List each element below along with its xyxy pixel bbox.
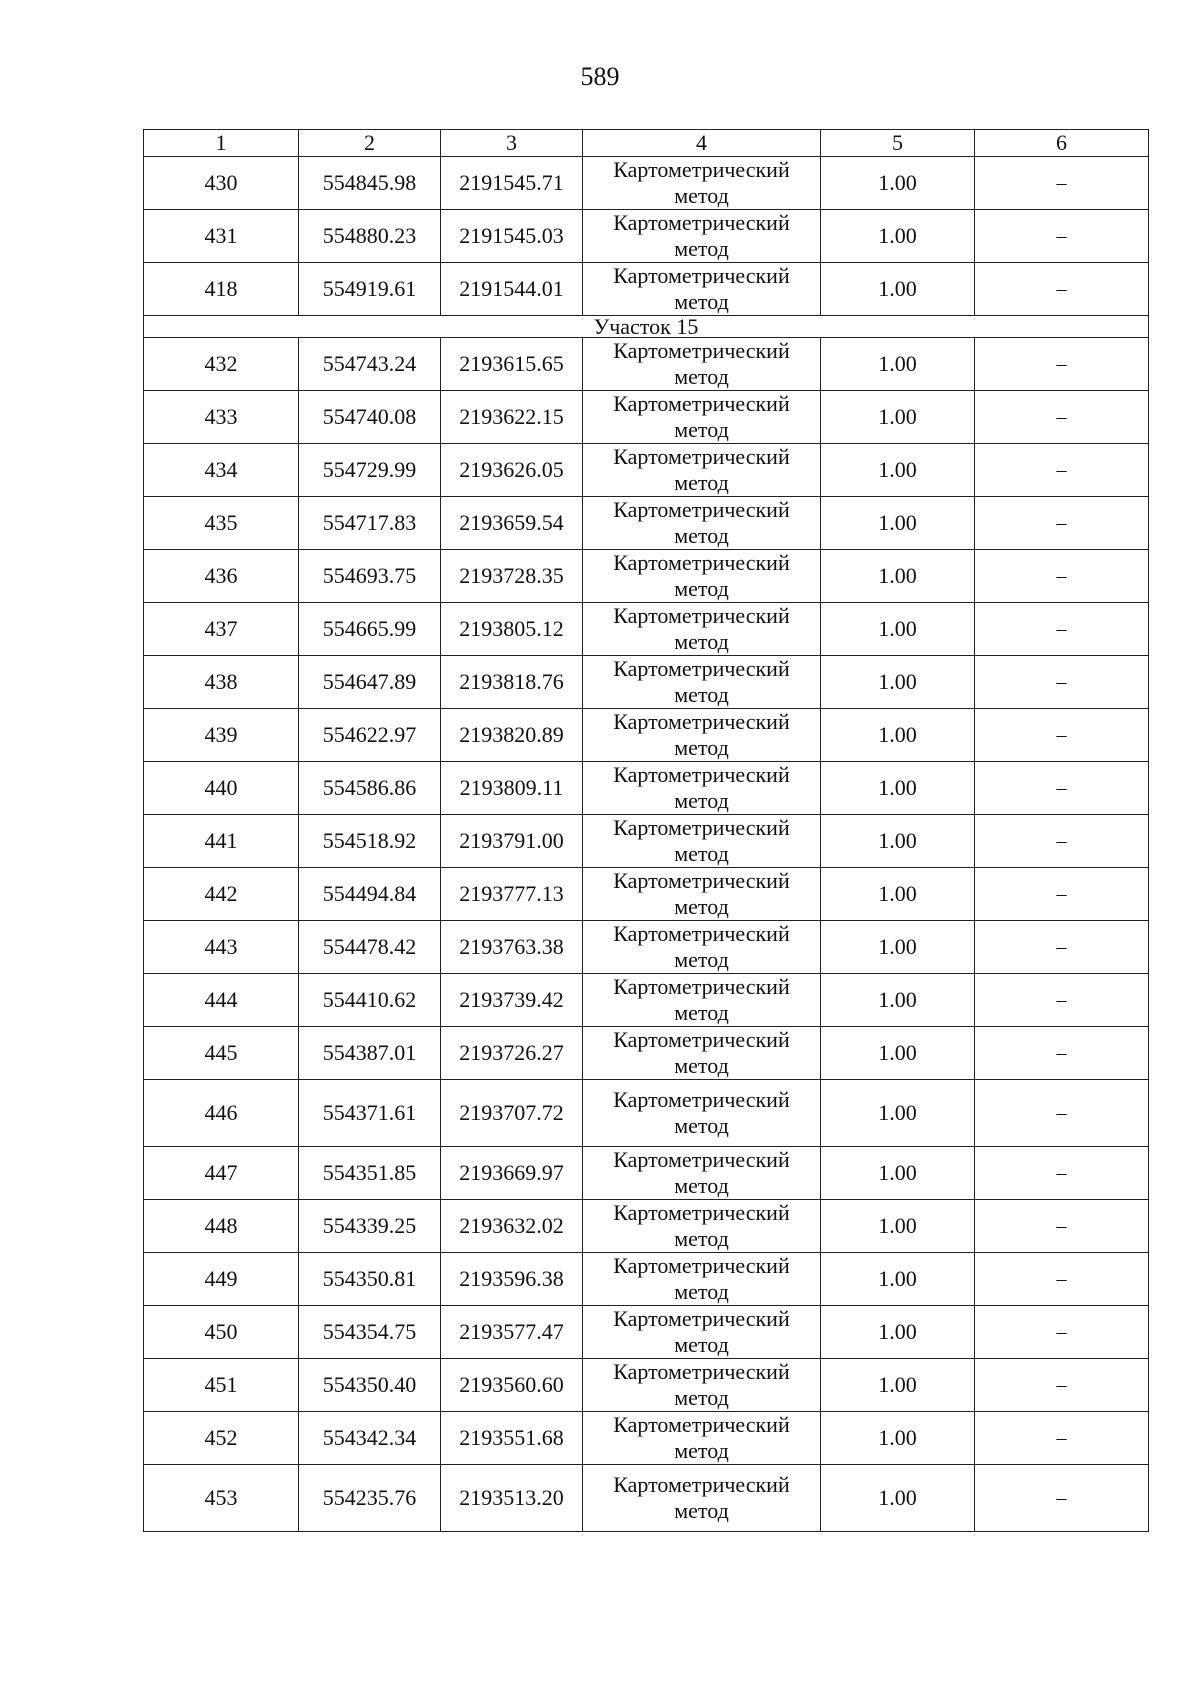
table-row	[144, 1359, 1149, 1412]
method-line-2: метод	[674, 364, 729, 389]
accuracy-cell: 1.00	[821, 550, 975, 603]
accuracy-cell: 1.00	[821, 1147, 975, 1200]
x-coordinate-cell: 554880.23	[299, 210, 441, 263]
x-coordinate-cell: 554371.61	[299, 1080, 441, 1147]
y-coordinate-cell: 2193805.12	[441, 603, 583, 656]
method-line-1: Картометрический	[613, 709, 790, 734]
x-coordinate-cell: 554693.75	[299, 550, 441, 603]
table-row	[144, 1200, 1149, 1253]
point-number-cell: 447	[144, 1147, 299, 1200]
table-row	[144, 157, 1149, 210]
x-coordinate-cell: 554647.89	[299, 656, 441, 709]
method-line-2: метод	[674, 183, 729, 208]
table-row	[144, 709, 1149, 762]
accuracy-cell: 1.00	[821, 1080, 975, 1147]
method-cell	[583, 656, 821, 709]
y-coordinate-cell: 2193809.11	[441, 762, 583, 815]
table-body	[144, 157, 1149, 1532]
table-row	[144, 1253, 1149, 1306]
column-header: 4	[583, 130, 821, 157]
method-line-1: Картометрический	[613, 338, 790, 363]
table-row	[144, 550, 1149, 603]
y-coordinate-cell: 2193726.27	[441, 1027, 583, 1080]
y-coordinate-cell: 2193763.38	[441, 921, 583, 974]
point-number-cell: 433	[144, 391, 299, 444]
y-coordinate-cell: 2193659.54	[441, 497, 583, 550]
method-line-1: Картометрический	[613, 157, 790, 182]
method-line-1: Картометрический	[613, 603, 790, 628]
point-number-cell: 442	[144, 868, 299, 921]
table-row	[144, 497, 1149, 550]
note-cell: –	[975, 1147, 1149, 1200]
table-row	[144, 762, 1149, 815]
method-cell	[583, 1253, 821, 1306]
point-number-cell: 444	[144, 974, 299, 1027]
method-line-1: Картометрический	[613, 1200, 790, 1225]
method-cell	[583, 815, 821, 868]
note-cell: –	[975, 1359, 1149, 1412]
method-line-1: Картометрический	[613, 550, 790, 575]
table-row	[144, 1412, 1149, 1465]
x-coordinate-cell: 554518.92	[299, 815, 441, 868]
method-line-2: метод	[674, 894, 729, 919]
x-coordinate-cell: 554351.85	[299, 1147, 441, 1200]
table-row	[144, 603, 1149, 656]
x-coordinate-cell: 554410.62	[299, 974, 441, 1027]
note-cell: –	[975, 1200, 1149, 1253]
y-coordinate-cell: 2193626.05	[441, 444, 583, 497]
x-coordinate-cell: 554586.86	[299, 762, 441, 815]
x-coordinate-cell: 554622.97	[299, 709, 441, 762]
method-line-2: метод	[674, 523, 729, 548]
method-line-1: Картометрический	[613, 1253, 790, 1278]
accuracy-cell: 1.00	[821, 656, 975, 709]
note-cell: –	[975, 868, 1149, 921]
method-cell	[583, 1080, 821, 1147]
note-cell: –	[975, 210, 1149, 263]
y-coordinate-cell: 2193791.00	[441, 815, 583, 868]
method-cell	[583, 444, 821, 497]
method-line-1: Картометрический	[613, 497, 790, 522]
y-coordinate-cell: 2191545.71	[441, 157, 583, 210]
point-number-cell: 453	[144, 1465, 299, 1532]
x-coordinate-cell: 554478.42	[299, 921, 441, 974]
table-row	[144, 974, 1149, 1027]
point-number-cell: 438	[144, 656, 299, 709]
method-cell	[583, 210, 821, 263]
note-cell: –	[975, 1465, 1149, 1532]
x-coordinate-cell: 554339.25	[299, 1200, 441, 1253]
method-line-2: метод	[674, 1498, 729, 1523]
method-line-1: Картометрический	[613, 444, 790, 469]
method-line-2: метод	[674, 841, 729, 866]
method-cell	[583, 1412, 821, 1465]
column-header: 1	[144, 130, 299, 157]
method-cell	[583, 974, 821, 1027]
accuracy-cell: 1.00	[821, 1306, 975, 1359]
y-coordinate-cell: 2191545.03	[441, 210, 583, 263]
method-line-2: метод	[674, 788, 729, 813]
method-cell	[583, 1359, 821, 1412]
method-cell	[583, 157, 821, 210]
x-coordinate-cell: 554494.84	[299, 868, 441, 921]
x-coordinate-cell: 554729.99	[299, 444, 441, 497]
x-coordinate-cell: 554235.76	[299, 1465, 441, 1532]
method-line-2: метод	[674, 1332, 729, 1357]
method-line-2: метод	[674, 1438, 729, 1463]
note-cell: –	[975, 815, 1149, 868]
note-cell: –	[975, 157, 1149, 210]
accuracy-cell: 1.00	[821, 1465, 975, 1532]
accuracy-cell: 1.00	[821, 974, 975, 1027]
method-line-2: метод	[674, 289, 729, 314]
method-cell	[583, 762, 821, 815]
point-number-cell: 446	[144, 1080, 299, 1147]
y-coordinate-cell: 2191544.01	[441, 263, 583, 316]
column-header: 3	[441, 130, 583, 157]
method-line-1: Картометрический	[613, 1412, 790, 1437]
accuracy-cell: 1.00	[821, 1412, 975, 1465]
point-number-cell: 451	[144, 1359, 299, 1412]
point-number-cell: 439	[144, 709, 299, 762]
method-line-2: метод	[674, 629, 729, 654]
note-cell: –	[975, 391, 1149, 444]
note-cell: –	[975, 974, 1149, 1027]
point-number-cell: 432	[144, 338, 299, 391]
point-number-cell: 450	[144, 1306, 299, 1359]
x-coordinate-cell: 554743.24	[299, 338, 441, 391]
table-row	[144, 815, 1149, 868]
method-line-2: метод	[674, 947, 729, 972]
y-coordinate-cell: 2193739.42	[441, 974, 583, 1027]
y-coordinate-cell: 2193632.02	[441, 1200, 583, 1253]
accuracy-cell: 1.00	[821, 603, 975, 656]
coordinates-table	[143, 129, 1149, 1532]
x-coordinate-cell: 554665.99	[299, 603, 441, 656]
note-cell: –	[975, 338, 1149, 391]
table-row	[144, 1465, 1149, 1532]
method-line-2: метод	[674, 1226, 729, 1251]
method-cell	[583, 921, 821, 974]
accuracy-cell: 1.00	[821, 868, 975, 921]
y-coordinate-cell: 2193728.35	[441, 550, 583, 603]
y-coordinate-cell: 2193622.15	[441, 391, 583, 444]
x-coordinate-cell: 554717.83	[299, 497, 441, 550]
point-number-cell: 449	[144, 1253, 299, 1306]
table-row	[144, 338, 1149, 391]
table-row	[144, 210, 1149, 263]
y-coordinate-cell: 2193707.72	[441, 1080, 583, 1147]
accuracy-cell: 1.00	[821, 338, 975, 391]
accuracy-cell: 1.00	[821, 444, 975, 497]
method-line-1: Картометрический	[613, 974, 790, 999]
method-line-2: метод	[674, 470, 729, 495]
column-header: 2	[299, 130, 441, 157]
method-line-1: Картометрический	[613, 921, 790, 946]
y-coordinate-cell: 2193669.97	[441, 1147, 583, 1200]
point-number-cell: 445	[144, 1027, 299, 1080]
method-cell	[583, 391, 821, 444]
table-row	[144, 656, 1149, 709]
method-cell	[583, 1147, 821, 1200]
note-cell: –	[975, 1306, 1149, 1359]
x-coordinate-cell: 554350.81	[299, 1253, 441, 1306]
table-row	[144, 444, 1149, 497]
point-number-cell: 436	[144, 550, 299, 603]
note-cell: –	[975, 762, 1149, 815]
method-line-2: метод	[674, 576, 729, 601]
table-row	[144, 1027, 1149, 1080]
method-line-1: Картометрический	[613, 1359, 790, 1384]
note-cell: –	[975, 444, 1149, 497]
point-number-cell: 441	[144, 815, 299, 868]
note-cell: –	[975, 1412, 1149, 1465]
point-number-cell: 440	[144, 762, 299, 815]
method-line-2: метод	[674, 1279, 729, 1304]
y-coordinate-cell: 2193551.68	[441, 1412, 583, 1465]
y-coordinate-cell: 2193596.38	[441, 1253, 583, 1306]
accuracy-cell: 1.00	[821, 921, 975, 974]
y-coordinate-cell: 2193577.47	[441, 1306, 583, 1359]
method-line-2: метод	[674, 1000, 729, 1025]
method-line-2: метод	[674, 1173, 729, 1198]
accuracy-cell: 1.00	[821, 210, 975, 263]
y-coordinate-cell: 2193615.65	[441, 338, 583, 391]
method-cell	[583, 1306, 821, 1359]
section-row	[144, 316, 1149, 338]
y-coordinate-cell: 2193560.60	[441, 1359, 583, 1412]
accuracy-cell: 1.00	[821, 391, 975, 444]
method-cell	[583, 603, 821, 656]
point-number-cell: 443	[144, 921, 299, 974]
point-number-cell: 435	[144, 497, 299, 550]
note-cell: –	[975, 1027, 1149, 1080]
accuracy-cell: 1.00	[821, 1359, 975, 1412]
accuracy-cell: 1.00	[821, 762, 975, 815]
x-coordinate-cell: 554740.08	[299, 391, 441, 444]
method-cell	[583, 263, 821, 316]
method-line-2: метод	[674, 735, 729, 760]
table-row	[144, 868, 1149, 921]
method-line-1: Картометрический	[613, 815, 790, 840]
table-row	[144, 921, 1149, 974]
method-line-1: Картометрический	[613, 1147, 790, 1172]
note-cell: –	[975, 921, 1149, 974]
x-coordinate-cell: 554354.75	[299, 1306, 441, 1359]
y-coordinate-cell: 2193777.13	[441, 868, 583, 921]
point-number-cell: 430	[144, 157, 299, 210]
accuracy-cell: 1.00	[821, 1200, 975, 1253]
method-line-2: метод	[674, 1113, 729, 1138]
accuracy-cell: 1.00	[821, 815, 975, 868]
point-number-cell: 448	[144, 1200, 299, 1253]
point-number-cell: 452	[144, 1412, 299, 1465]
page-number: 589	[580, 62, 620, 91]
method-line-1: Картометрический	[613, 1306, 790, 1331]
method-line-1: Картометрический	[613, 1472, 790, 1497]
table-row	[144, 1147, 1149, 1200]
method-cell	[583, 709, 821, 762]
table-row	[144, 263, 1149, 316]
column-header: 6	[975, 130, 1149, 157]
note-cell: –	[975, 497, 1149, 550]
method-cell	[583, 338, 821, 391]
method-line-2: метод	[674, 417, 729, 442]
accuracy-cell: 1.00	[821, 497, 975, 550]
method-line-1: Картометрический	[613, 1027, 790, 1052]
note-cell: –	[975, 656, 1149, 709]
method-line-1: Картометрический	[613, 868, 790, 893]
point-number-cell: 431	[144, 210, 299, 263]
table-header-row	[144, 130, 1149, 157]
y-coordinate-cell: 2193820.89	[441, 709, 583, 762]
method-line-1: Картометрический	[613, 263, 790, 288]
accuracy-cell: 1.00	[821, 157, 975, 210]
method-cell	[583, 497, 821, 550]
method-cell	[583, 868, 821, 921]
point-number-cell: 437	[144, 603, 299, 656]
method-line-1: Картометрический	[613, 210, 790, 235]
x-coordinate-cell: 554387.01	[299, 1027, 441, 1080]
method-line-1: Картометрический	[613, 391, 790, 416]
note-cell: –	[975, 1080, 1149, 1147]
note-cell: –	[975, 550, 1149, 603]
x-coordinate-cell: 554919.61	[299, 263, 441, 316]
method-line-2: метод	[674, 1053, 729, 1078]
accuracy-cell: 1.00	[821, 709, 975, 762]
method-cell	[583, 1200, 821, 1253]
method-line-2: метод	[674, 1385, 729, 1410]
method-cell	[583, 1027, 821, 1080]
note-cell: –	[975, 709, 1149, 762]
y-coordinate-cell: 2193818.76	[441, 656, 583, 709]
table-row	[144, 1080, 1149, 1147]
point-number-cell: 434	[144, 444, 299, 497]
method-line-2: метод	[674, 682, 729, 707]
x-coordinate-cell: 554350.40	[299, 1359, 441, 1412]
note-cell: –	[975, 263, 1149, 316]
column-header: 5	[821, 130, 975, 157]
y-coordinate-cell: 2193513.20	[441, 1465, 583, 1532]
method-cell	[583, 550, 821, 603]
note-cell: –	[975, 1253, 1149, 1306]
method-line-1: Картометрический	[613, 762, 790, 787]
table-row	[144, 391, 1149, 444]
x-coordinate-cell: 554845.98	[299, 157, 441, 210]
accuracy-cell: 1.00	[821, 1027, 975, 1080]
method-cell	[583, 1465, 821, 1532]
accuracy-cell: 1.00	[821, 1253, 975, 1306]
section-title: Участок 15	[144, 316, 1149, 338]
accuracy-cell: 1.00	[821, 263, 975, 316]
method-line-2: метод	[674, 236, 729, 261]
method-line-1: Картометрический	[613, 656, 790, 681]
note-cell: –	[975, 603, 1149, 656]
table-row	[144, 1306, 1149, 1359]
x-coordinate-cell: 554342.34	[299, 1412, 441, 1465]
method-line-1: Картометрический	[613, 1087, 790, 1112]
point-number-cell: 418	[144, 263, 299, 316]
